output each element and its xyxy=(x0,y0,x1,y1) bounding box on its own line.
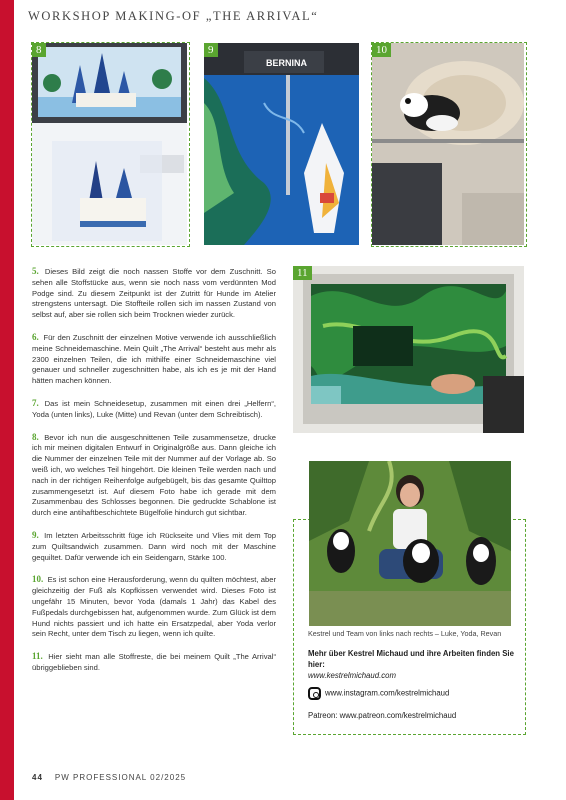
instagram-icon xyxy=(308,687,321,700)
instagram-link[interactable]: www.instagram.com/kestrelmichaud xyxy=(325,688,450,698)
photo-number-11: 11 xyxy=(293,266,312,280)
paragraph-10: 10. Es ist schon eine Herausforderung, wenn du quilten möchtest, aber gleichzeitig der Fuß als Kopfkissen verwendet wird. Dieses Foto ist ungefähr 15 Minuten, bevor Yoda (damals 1 Jahr) das Kabel des Fußpedals durchgebissen hat, aufgenommen wurde. Zum Glück ist dem Hund nichts passiert und ich hatte ein Ersatzpedal, aber Yoda verlor sein Recht, unter dem Tisch zu liegen, wenn ich quilte. xyxy=(32,574,276,639)
page-number: 44 xyxy=(32,773,43,782)
photo-11 xyxy=(293,266,524,433)
photo-number-9: 9 xyxy=(204,43,218,57)
page-edge-bar xyxy=(0,0,14,800)
photo-number-8: 8 xyxy=(32,43,46,57)
page-footer xyxy=(32,773,186,782)
portrait-caption: Kestrel und Team von links nach rechts – Luke, Yoda, Revan xyxy=(308,629,502,638)
magazine-issue: PW PROFESSIONAL 02/2025 xyxy=(54,773,187,782)
paragraph-8: 8. Bevor ich nun die ausgeschnittenen Teile zusammensetze, drucke ich mir meinen digitalen Entwurf in Originalgröße aus. Dann gleiche ich die Nummer der einzelnen Teile mit der Nummer auf der Vorlage ab. So weiß ich, wo welches Teil hingehört. Die kleinen Teile werden nach und nach in der richtigen Reihenfolge aufgebügelt, bis das gesamte Quilttop zusammengesetzt ist. Auf diesem Foto habe ich gerade mit dem Zusammenbau des Schlosses begonnen. Die gedruckte Schablone ist durch eine antihaftbeschichtete Bügelfolie hindurch gut sichtbar. xyxy=(32,431,276,518)
machine-brand-label: BERNINA xyxy=(266,58,308,68)
website-link[interactable]: www.kestrelmichaud.com xyxy=(308,671,396,680)
info-title: Mehr über Kestrel Michaud und ihre Arbeiten finden Sie hier: xyxy=(308,649,514,669)
info-block xyxy=(308,648,518,680)
article-text-column xyxy=(32,266,276,685)
page-header: WORKSHOP MAKING-OF „THE ARRIVAL“ xyxy=(28,9,319,23)
patreon-link[interactable]: Patreon: www.patreon.com/kestrelmichaud xyxy=(308,711,457,720)
photo-8 xyxy=(32,43,187,245)
photo-10 xyxy=(372,43,524,245)
paragraph-11: 11. Hier sieht man alle Stoffreste, die bei meinem Quilt „The Arrival“ übriggeblieben sind. xyxy=(32,651,276,672)
paragraph-7: 7. Das ist mein Schneidesetup, zusammen mit einen drei „Helfern“, Yoda (unten links), Luke (Mitte) und Revan (unter dem Schreibtisch). xyxy=(32,397,276,419)
paragraph-5: 5. Dieses Bild zeigt die noch nassen Stoffe vor dem Zuschnitt. So sehen alle Stoffstücke aus, wenn sie noch nass vom verdünnten Mod Podge sind. Zu diesem Zeitpunkt ist der Zutritt für Hunde im Atelier strengstens untersagt. Die Stoffteile rollen sich im nassen Zustand von selbst auf, aber sie rollen sich beim Trocknen wieder zurück. xyxy=(32,266,276,320)
paragraph-6: 6. Für den Zuschnitt der einzelnen Motive verwende ich ausschließlich meine Schneidemaschine. Mein Quilt „The Arrival“ besteht aus mehr als 2300 einzelnen Teilen, die ich mithilfe einer Schneidemaschine viel genauer und schneller zugeschnitten habe, als ich es je mit der Hand hätten machen können. xyxy=(32,331,276,386)
paragraph-9: 9. Im letzten Arbeitsschritt füge ich Rückseite und Vlies mit dem Top zum Quiltsandwich zusammen. Dann wird noch mit der Maschine gequiltet. Dafür verwende ich ein Seidengarn, Stärke 100. xyxy=(32,529,276,562)
portrait-photo xyxy=(309,461,511,626)
photo-number-10: 10 xyxy=(372,43,391,57)
instagram-row xyxy=(308,687,449,700)
photo-9 xyxy=(204,43,359,245)
